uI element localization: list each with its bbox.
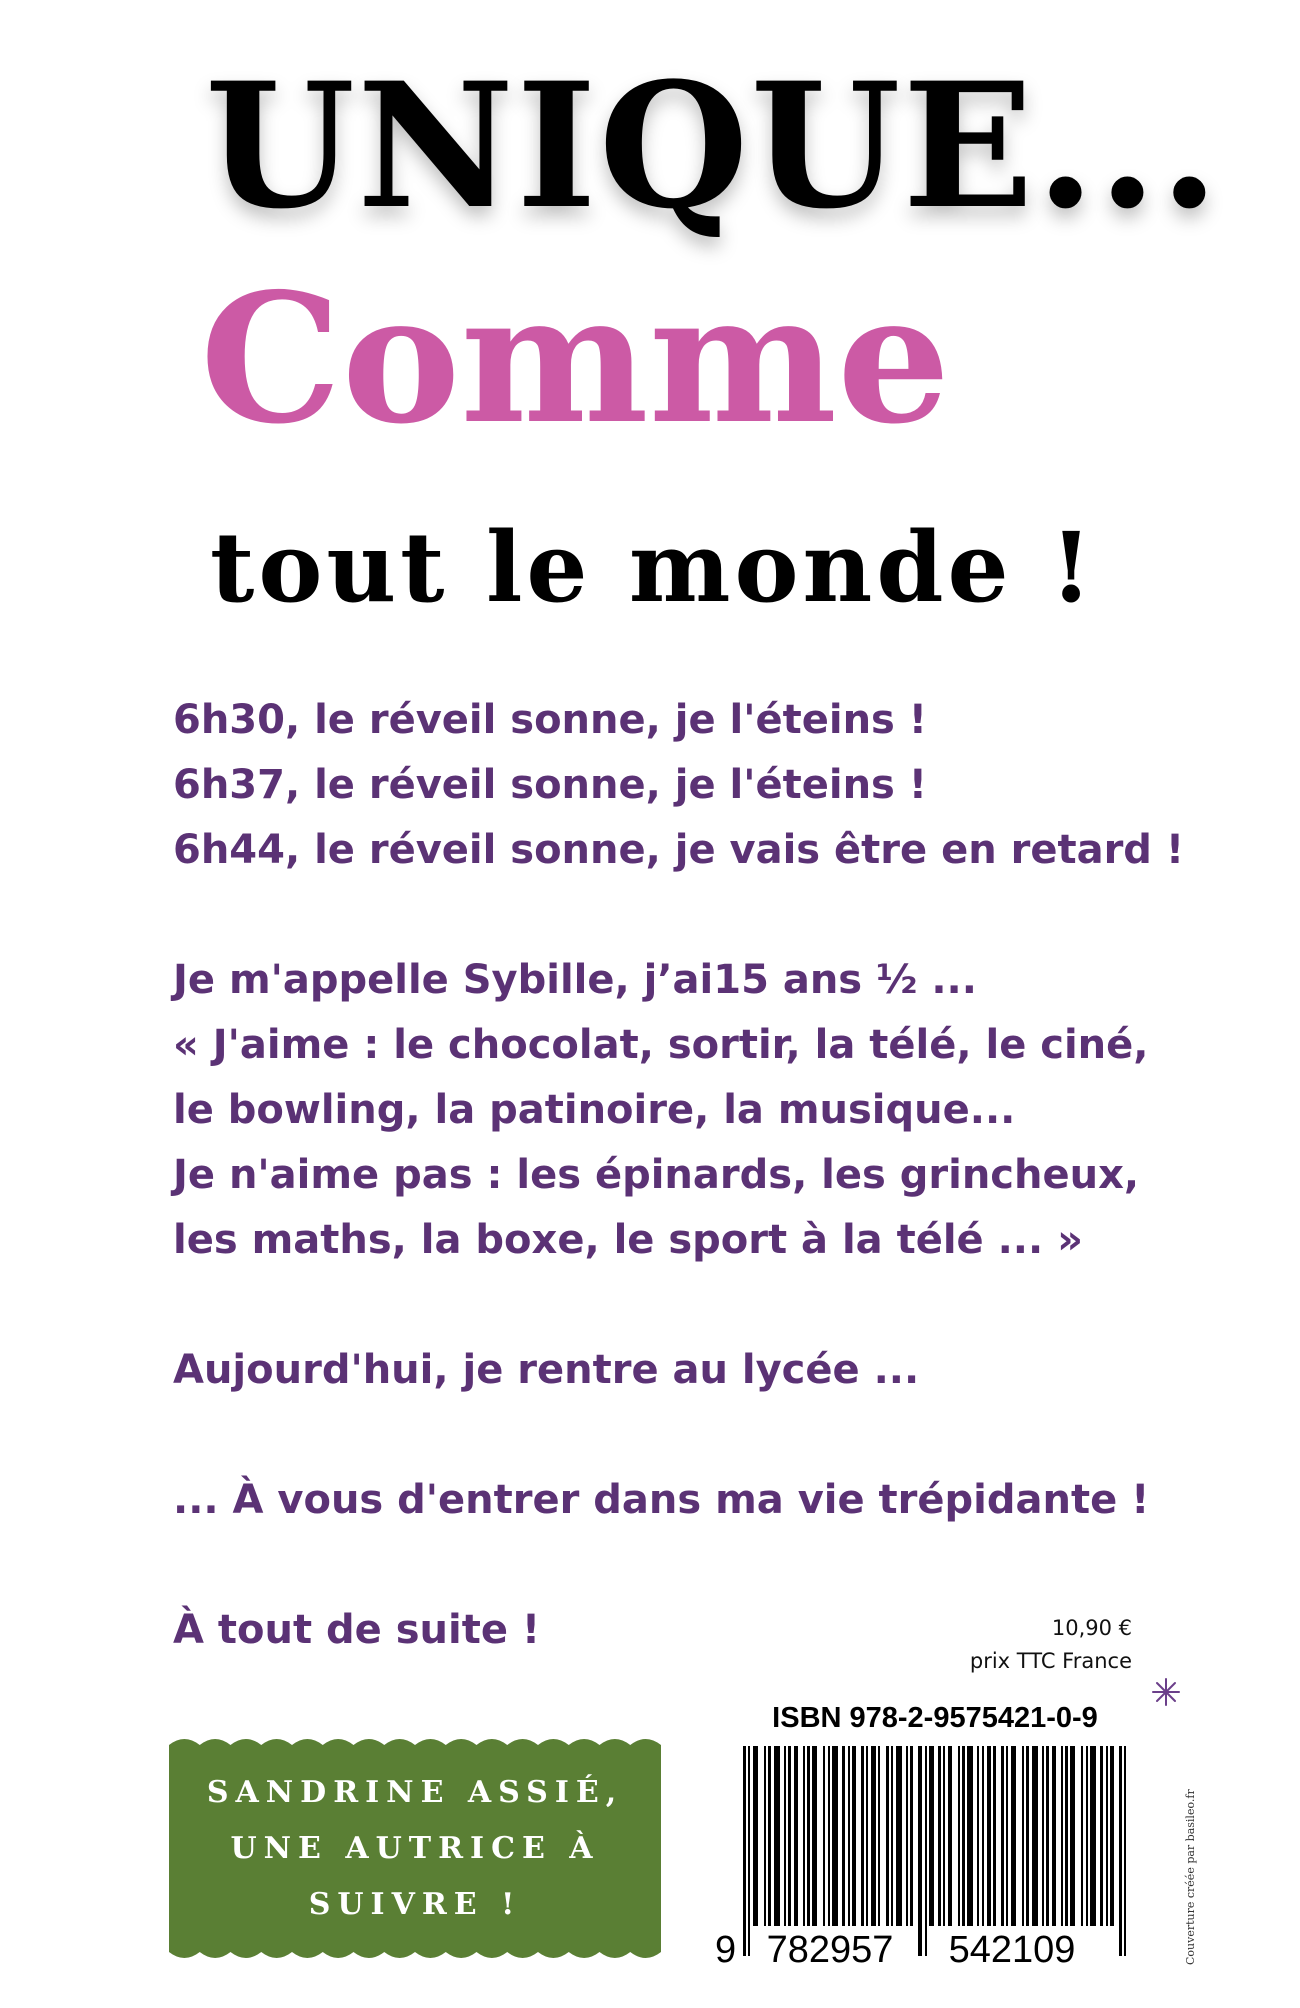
title-tout-le-monde: tout le monde ! [210, 511, 1097, 624]
barcode-bar [768, 1746, 771, 1926]
author-badge [155, 1731, 675, 1966]
barcode-bar [871, 1746, 876, 1926]
blurb-line: Je n'aime pas : les épinards, les grincheux, [173, 1152, 1140, 1198]
barcode-bar [1052, 1746, 1056, 1926]
barcode-bar [1006, 1746, 1008, 1926]
barcode-digit-first: 9 [715, 1929, 737, 1971]
barcode-bar [896, 1746, 902, 1926]
barcode-bar [743, 1746, 746, 1956]
barcode-bar [753, 1746, 758, 1926]
barcode-bar [748, 1746, 750, 1956]
cover-credit [1184, 1715, 1204, 1965]
barcode-bar [1065, 1746, 1068, 1926]
barcode-bar [1090, 1746, 1096, 1926]
barcode-bar [925, 1746, 927, 1956]
blurb-line: les maths, la boxe, le sport à la télé ... » [173, 1217, 1083, 1263]
price-amount: 10,90 € [1051, 1616, 1132, 1640]
isbn-label: ISBN 978-2-9575421-0-9 [772, 1702, 1098, 1734]
barcode [705, 1740, 1135, 1972]
barcode-bar [1026, 1746, 1029, 1926]
blurb-line: ... À vous d'entrer dans ma vie trépidante ! [173, 1477, 1150, 1523]
barcode-bar [1061, 1746, 1063, 1926]
barcode-bar [891, 1746, 893, 1926]
barcode-graphic [705, 1740, 1135, 1972]
blurb-line: À tout de suite ! [173, 1607, 541, 1653]
barcode-bar [1119, 1746, 1122, 1956]
barcode-bar [967, 1746, 973, 1926]
barcode-bar [886, 1746, 889, 1926]
barcode-digits-right: 542109 [948, 1929, 1076, 1971]
blurb-line: 6h37, le réveil sonne, je l'éteins ! [173, 762, 928, 808]
barcode-bar [1011, 1746, 1016, 1926]
barcode-bar [918, 1746, 922, 1956]
barcode-bar [1081, 1746, 1083, 1926]
barcode-bar [852, 1746, 856, 1926]
barcode-bar [878, 1746, 880, 1926]
author-badge-line1: SANDRINE ASSIÉ, [206, 1774, 624, 1810]
barcode-bar [866, 1746, 868, 1926]
barcode-bar [1100, 1746, 1103, 1926]
barcode-bar [794, 1746, 798, 1926]
barcode-bar [987, 1746, 991, 1926]
barcode-bar [803, 1746, 805, 1926]
barcode-bar [1106, 1746, 1108, 1926]
barcode-bar [764, 1746, 766, 1926]
barcode-bar [848, 1746, 850, 1926]
title-comme: Comme [200, 254, 951, 463]
barcode-bar [784, 1746, 786, 1926]
blurb-line: Aujourd'hui, je rentre au lycée ... [173, 1347, 920, 1393]
barcode-bar [1086, 1746, 1088, 1926]
blurb-line: le bowling, la patinoire, la musique... [173, 1087, 1016, 1133]
barcode-bar [812, 1746, 817, 1926]
barcode-bar [1001, 1746, 1004, 1926]
barcode-bar [977, 1746, 979, 1926]
title-unique: UNIQUE... [205, 44, 1222, 247]
barcode-bar [842, 1746, 845, 1926]
blurb-line: 6h30, le réveil sonne, je l'éteins ! [173, 697, 928, 743]
barcode-bar [788, 1746, 791, 1926]
price-block [970, 1612, 1132, 1678]
barcode-bar [828, 1746, 830, 1926]
barcode-bar [1046, 1746, 1049, 1926]
barcode-bar [906, 1746, 908, 1926]
barcode-bar [993, 1746, 996, 1926]
barcode-digits-left: 782957 [766, 1929, 894, 1971]
blurb-line: « J'aime : le chocolat, sortir, la télé, le ciné, [173, 1022, 1149, 1068]
barcode-bar [1022, 1746, 1024, 1926]
cover-credit-text: Couverture créée par basileo.fr [1184, 1789, 1197, 1965]
barcode-bar [958, 1746, 960, 1926]
barcode-bar [807, 1746, 810, 1926]
blurb-line: Je m'appelle Sybille, j’ai15 ans ½ ... [173, 957, 977, 1003]
barcode-bar [832, 1746, 838, 1926]
back-cover-blurb [173, 688, 1253, 1663]
barcode-bar [774, 1746, 780, 1926]
barcode-bar [929, 1746, 934, 1926]
barcode-bar [962, 1746, 965, 1926]
star-icon [1151, 1677, 1181, 1707]
barcode-bar [938, 1746, 941, 1926]
price-note: prix TTC France [969, 1649, 1132, 1673]
blurb-line: 6h44, le réveil sonne, je vais être en retard ! [173, 827, 1185, 873]
barcode-bar [943, 1746, 945, 1926]
barcode-bar [948, 1746, 952, 1926]
barcode-bar [823, 1746, 825, 1926]
barcode-bar [1070, 1746, 1075, 1926]
barcode-bar [1042, 1746, 1044, 1926]
barcode-bar [1124, 1746, 1126, 1956]
barcode-bar [982, 1746, 984, 1926]
author-badge-line2: UNE AUTRICE À SUIVRE ! [230, 1830, 600, 1922]
barcode-bar [1032, 1746, 1038, 1926]
barcode-bar [861, 1746, 864, 1926]
barcode-bar [910, 1746, 913, 1926]
barcode-bar [1110, 1746, 1114, 1926]
